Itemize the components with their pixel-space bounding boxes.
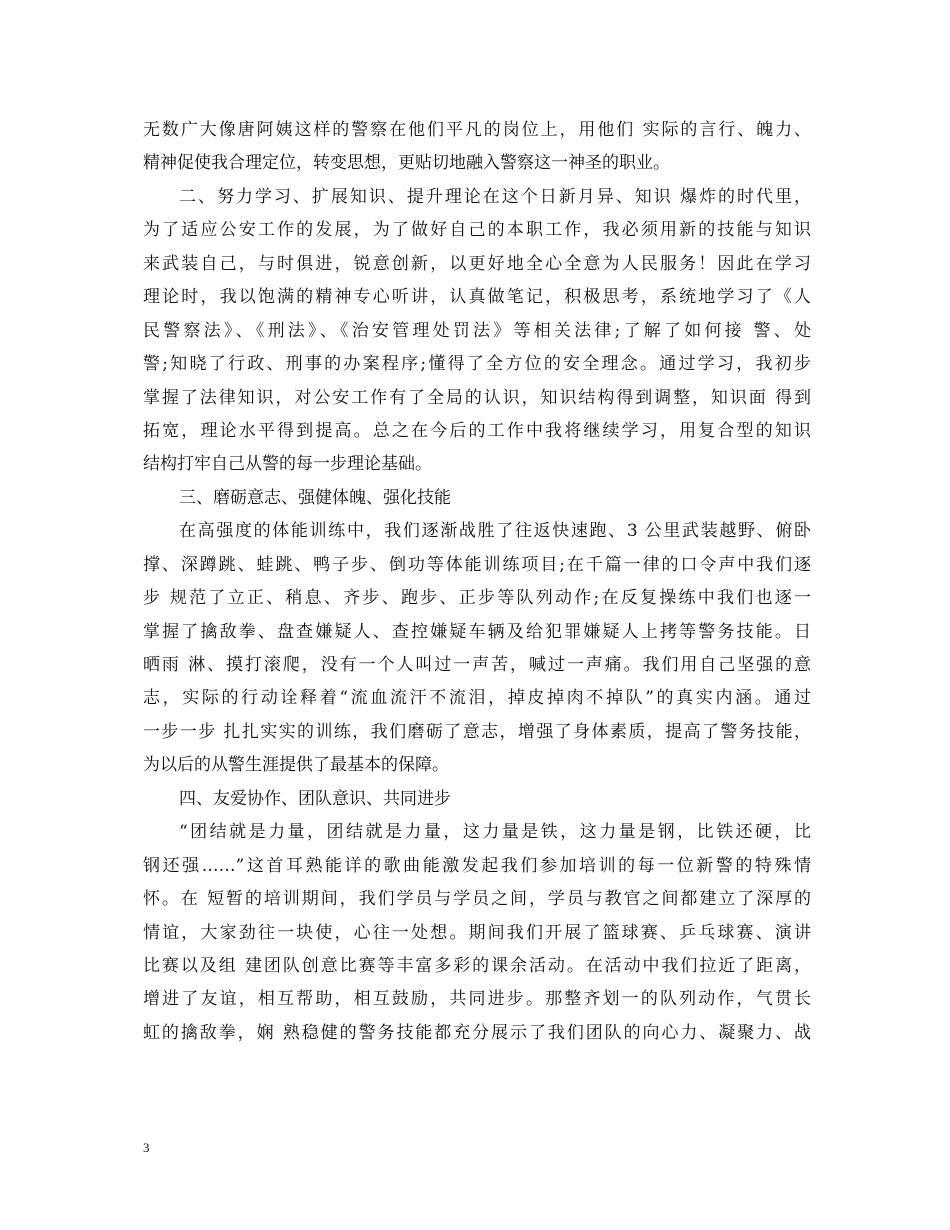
text-line: 警;知晓了行政、刑事的办案程序;懂得了全方位的安全理念。通过学习，我初步 [143,354,811,375]
text-line: 来武装自己，与时俱进，锐意创新，以更好地全心全意为人民服务！因此在学习 [143,253,811,274]
text-line: 结构打牢自己从警的每一步理论基础。 [143,454,432,475]
text-line: 民警察法》、《刑法》、《治安管理处罚法》等相关法律;了解了如何接 警、处 [143,320,811,341]
text-line: 理论时，我以饱满的精神专心听讲，认真做笔记，积极思考，系统地学习了《人 [143,287,811,308]
text-line: 情谊，大家劲往一块使，心往一处想。期间我们开展了篮球赛、乒乓球赛、演讲 [143,922,811,943]
text-line: 虹的擒敌拳，娴 熟稳健的警务技能都充分展示了我们团队的向心力、凝聚力、战 [143,1022,811,1043]
text-line: 增进了友谊，相互帮助，相互鼓励，共同进步。那整齐划一的队列动作，气贯长 [143,989,811,1010]
text-line: 为以后的从警生涯提供了最基本的保障。 [143,755,449,776]
text-line: 志，实际的行动诠释着“流血流汗不流泪，掉皮掉肉不掉队”的真实内涵。通过 [143,688,811,709]
text-line: 无数广大像唐阿姨这样的警察在他们平凡的岗位上，用他们 实际的言行、魄力、 [143,120,811,140]
text-line: 精神促使我合理定位，转变思想，更贴切地融入警察这一神圣的职业。 [143,153,670,174]
text-line: 钢还强……”这首耳熟能详的歌曲能激发起我们参加培训的每一位新警的特殊情 [143,855,811,876]
page-number: 3 [143,1140,150,1155]
text-line: 一步一步 扎扎实实的训练，我们磨砺了意志，增强了身体素质，提高了警务技能， [143,721,811,742]
text-line: 比赛以及组 建团队创意比赛等丰富多彩的课余活动。在活动中我们拉近了距离， [143,955,811,976]
document-body [143,114,811,1050]
text-line: 在高强度的体能训练中，我们逐渐战胜了往返快速跑、3 公里武装越野、俯卧 [179,521,811,542]
text-line: 拓宽，理论水平得到提高。总之在今后的工作中我将继续学习，用复合型的知识 [143,420,811,441]
text-line: 掌握了擒敌拳、盘查嫌疑人、查控嫌疑车辆及给犯罪嫌疑人上拷等警务技能。日 [143,621,811,642]
section-heading: 四、友爱协作、团队意识、共同进步 [179,788,451,809]
text-line: 为了适应公安工作的发展，为了做好自己的本职工作，我必须用新的技能与知识 [143,220,811,241]
text-line: 步 规范了立正、稍息、齐步、跑步、正步等队列动作;在反复操练中我们也逐一 [143,588,811,609]
text-line: 掌握了法律知识，对公安工作有了全局的认识，知识结构得到调整，知识面 得到 [143,387,811,408]
text-line: 撑、深蹲跳、蛙跳、鸭子步、倒功等体能训练项目;在千篇一律的口令声中我们逐 [143,554,811,575]
text-line: 晒雨 淋、摸打滚爬，没有一个人叫过一声苦，喊过一声痛。我们用自己坚强的意 [143,655,811,675]
section-heading: 三、磨砺意志、强健体魄、强化技能 [179,487,451,508]
text-line: “团结就是力量，团结就是力量，这力量是铁，这力量是钢，比铁还硬，比 [179,822,811,843]
section-heading-line: 二、努力学习、扩展知识、提升理论在这个日新月异、知识 爆炸的时代里， [179,186,811,207]
text-line: 怀。在 短暂的培训期间，我们学员与学员之间，学员与教官之间都建立了深厚的 [143,889,811,910]
